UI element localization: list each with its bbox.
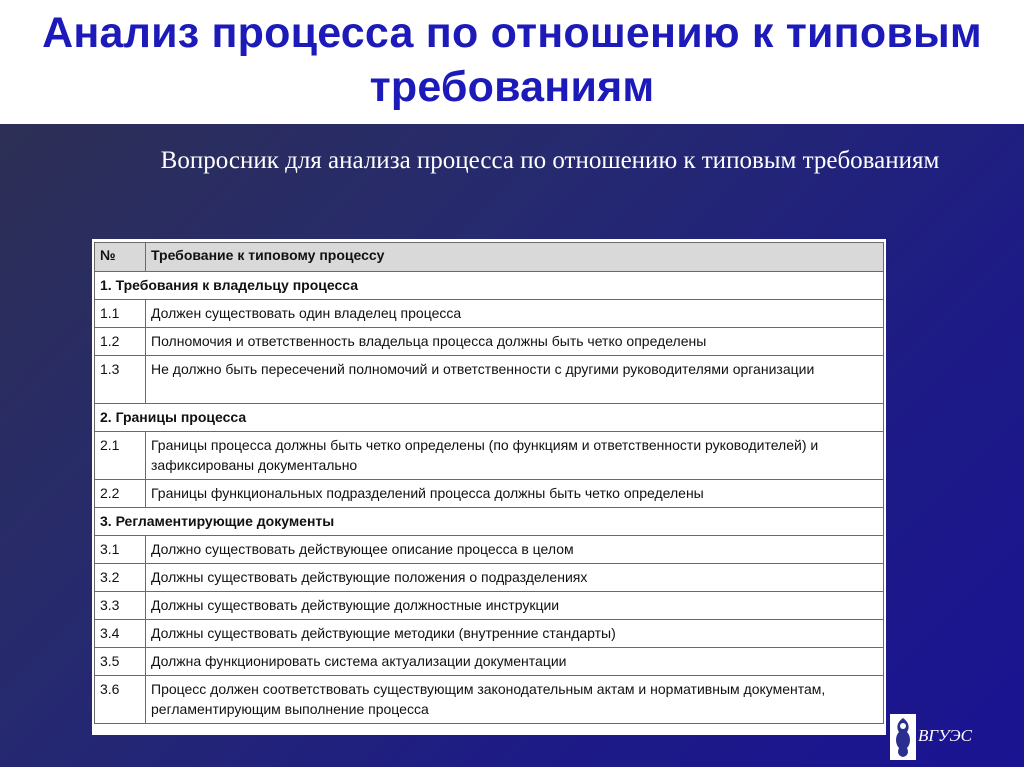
university-logo-icon	[890, 714, 916, 760]
table-row	[95, 432, 884, 480]
row-requirement: Границы функциональных подразделений процесса должны быть четко определены	[146, 480, 884, 508]
section-row	[95, 508, 884, 536]
column-header-requirement: Требование к типовому процессу	[146, 243, 884, 272]
row-requirement: Границы процесса должны быть четко определены (по функциям и ответственности руководителей) и зафиксированы документально	[146, 432, 884, 480]
table-row	[95, 564, 884, 592]
section-row	[95, 272, 884, 300]
row-number: 2.1	[95, 432, 146, 480]
column-header-number: №	[95, 243, 146, 272]
row-number: 3.4	[95, 620, 146, 648]
table-row	[95, 356, 884, 404]
section-title: 1. Требования к владельцу процесса	[95, 272, 884, 300]
slide-header	[0, 0, 1024, 124]
slide-title: Анализ процесса по отношению к типовым требованиям	[42, 9, 982, 111]
row-number: 1.2	[95, 328, 146, 356]
table-body	[95, 272, 884, 724]
row-requirement: Полномочия и ответственность владельца процесса должны быть четко определены	[146, 328, 884, 356]
row-number: 3.5	[95, 648, 146, 676]
row-requirement: Должны существовать действующие методики (внутренние стандарты)	[146, 620, 884, 648]
slide-subtitle: Вопросник для анализа процесса по отношению к типовым требованиям	[160, 147, 940, 174]
table-row	[95, 620, 884, 648]
row-number: 3.2	[95, 564, 146, 592]
row-number: 1.3	[95, 356, 146, 404]
row-requirement: Должен существовать один владелец процесса	[146, 300, 884, 328]
row-number: 3.3	[95, 592, 146, 620]
row-requirement: Должно существовать действующее описание процесса в целом	[146, 536, 884, 564]
row-number: 1.1	[95, 300, 146, 328]
row-number: 3.1	[95, 536, 146, 564]
requirements-table-container	[92, 239, 886, 735]
table-row	[95, 592, 884, 620]
logo-text: ВГУЭС	[918, 726, 972, 745]
row-requirement: Должна функционировать система актуализации документации	[146, 648, 884, 676]
table-row	[95, 536, 884, 564]
university-logo	[888, 710, 1008, 762]
table-row	[95, 300, 884, 328]
table-header-row	[95, 243, 884, 272]
section-row	[95, 404, 884, 432]
row-number: 2.2	[95, 480, 146, 508]
row-requirement: Не должно быть пересечений полномочий и ответственности с другими руководителями организации	[146, 356, 884, 404]
requirements-table	[94, 242, 884, 724]
table-row	[95, 328, 884, 356]
section-title: 2. Границы процесса	[95, 404, 884, 432]
row-requirement: Должны существовать действующие положения о подразделениях	[146, 564, 884, 592]
row-requirement: Должны существовать действующие должностные инструкции	[146, 592, 884, 620]
row-requirement: Процесс должен соответствовать существующим законодательным актам и нормативным документам, регламентирующим выполнение процесса	[146, 676, 884, 724]
row-number: 3.6	[95, 676, 146, 724]
table-row	[95, 648, 884, 676]
table-row	[95, 480, 884, 508]
section-title: 3. Регламентирующие документы	[95, 508, 884, 536]
table-row	[95, 676, 884, 724]
